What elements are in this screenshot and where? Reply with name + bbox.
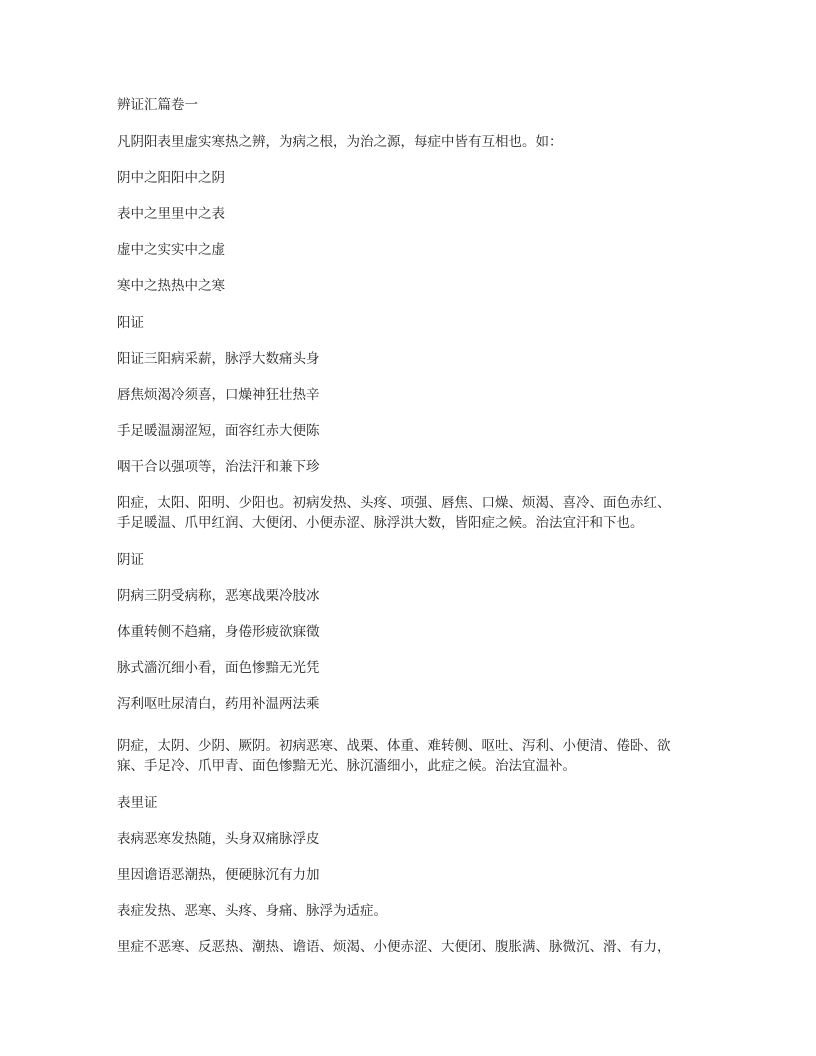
note-line: 表症发热、恶寒、头疼、身痛、脉浮为适症。	[117, 903, 387, 919]
note-line: 阳症，太阳、阳明、少阳也。初病发热、头疼、项强、唇焦、口燥、烦渴、喜冷、面色赤红、	[117, 495, 671, 511]
pair-line: 寒中之热热中之寒	[117, 278, 225, 294]
verse-line: 阳证三阳病采薪，脉浮大数痛头身	[117, 351, 320, 367]
note-line: 寐、手足冷、爪甲青、面色惨黯无光、脉沉濇细小，此症之候。治法宜温补。	[117, 758, 576, 774]
verse-line: 体重转侧不趋痛，身倦形疲欲寐徵	[117, 624, 320, 640]
section-heading-yin: 阴证	[117, 552, 144, 568]
verse-line: 阴病三阴受病称，恶寒战栗冷肢冰	[117, 588, 320, 604]
verse-line: 里因谵语恶潮热，便硬脉沉有力加	[117, 867, 320, 883]
verse-line: 咽干合以强项等，治法汗和兼下珍	[117, 459, 320, 475]
intro-paragraph: 凡阴阳表里虚实寒热之辨，为病之根，为治之源，每症中皆有互相也。如：	[117, 134, 563, 150]
pair-line: 阴中之阳阳中之阴	[117, 170, 225, 186]
section-heading-biaoli: 表里证	[117, 795, 158, 811]
pair-line: 虚中之实实中之虚	[117, 242, 225, 258]
note-line: 阴症，太阴、少阴、厥阴。初病恶寒、战栗、体重、难转侧、呕吐、泻利、小便清、倦卧、欲	[117, 738, 671, 754]
verse-line: 手足暖温溺涩短，面容红赤大便陈	[117, 423, 320, 439]
verse-line: 表病恶寒发热随，头身双痛脉浮皮	[117, 831, 320, 847]
document-title: 辨证汇篇卷一	[117, 97, 198, 113]
verse-line: 脉式濇沉细小看，面色惨黯无光凭	[117, 660, 320, 676]
note-line: 里症不恶寒、反恶热、潮热、谵语、烦渴、小便赤涩、大便闭、腹胀满、脉微沉、滑、有力，	[117, 939, 671, 955]
section-heading-yang: 阳证	[117, 315, 144, 331]
verse-line: 唇焦烦渴冷须喜，口燥神狂壮热辛	[117, 387, 320, 403]
pair-line: 表中之里里中之表	[117, 206, 225, 222]
verse-line: 泻利呕吐尿清白，药用补温两法乘	[117, 696, 320, 712]
note-line: 手足暖温、爪甲红润、大便闭、小便赤涩、脉浮洪大数，皆阳症之候。治法宜汗和下也。	[117, 515, 644, 531]
